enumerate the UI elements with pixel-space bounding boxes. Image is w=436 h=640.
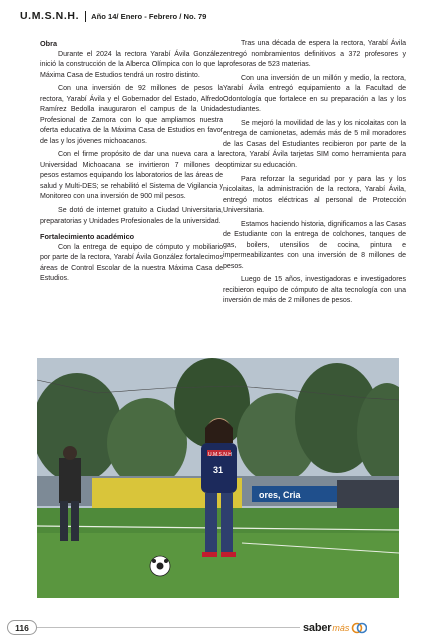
jersey-number: 31 xyxy=(213,465,224,475)
logo-mark-icon xyxy=(351,620,367,636)
paragraph: Estamos haciendo historia, dignificamos a las Casas de Estudiante con la entrega de colchones, tanques de gas, boilers, utensilios de cocina, pintura e impermeabilizantes con una inversión de 8 millones de pesos. xyxy=(223,220,406,270)
section-title-fortalecimiento: Fortalecimiento académico xyxy=(40,232,135,242)
paragraph: Se mejoró la movilidad de las y los nicolaitas con la entrega de camionetas, además más de 5 mil moradores de las Casas del Estudiantes recibieron por parte de la rectora, Yarabí Ávila tarjetas SIM como herramienta para optimizar su educación. xyxy=(223,119,406,169)
right-column xyxy=(223,39,406,310)
header-issue: Año 14/ Enero - Febrero / No. 79 xyxy=(91,11,207,21)
paragraph: Para reforzar la seguridad por y para las y los nicolaitas, la administración de la rectora, Yarabí Ávila, entregó motos eléctricas al personal de Protección Universitaria. xyxy=(223,175,406,215)
running-header xyxy=(20,9,206,23)
header-brand: U.M.S.N.H. xyxy=(20,10,80,22)
banner-text: ores, Cria xyxy=(259,490,301,500)
left-column xyxy=(40,39,223,288)
paragraph: Tras una década de espera la rectora, Yarabí Ávila entregó nombramientos definitivos a 372 profesores y profesoras de 523 materias. xyxy=(223,40,406,68)
paragraph: Con una inversión de 92 millones de pesos la rectora, Yarabí Ávila y el Gobernador del Estado, Alfredo Ramírez Bedolla inauguraron el campus de la Unidad Profesional de Zamora con lo que ampliamos nuestra oferta educativa de la Máxima Casa de Estudios en favor de las y los jóvenes michoacanos. xyxy=(40,85,223,145)
header-separator xyxy=(85,11,86,22)
section-title-obra: Obra xyxy=(40,39,58,48)
logo-accent: más xyxy=(332,623,350,633)
paragraph: Con la entrega de equipo de cómputo y mobiliario por parte de la rectora, Yarabí Ávila González fortalecimos áreas de Control Escolar de la nuestra Máxima Casa de Estudios. xyxy=(40,243,223,283)
paragraph: Durante el 2024 la rectora Yarabí Ávila González inició la construcción de la Alberca Olímpica con lo que la Máxima Casa de Estudios tendrá un rostro distinto. xyxy=(40,50,223,79)
paragraph: Luego de 15 años, investigadoras e investigadores recibieron equipo de cómputo de alta tecnología con una inversión de más de 2 millones de pesos. xyxy=(223,276,406,305)
page-number: 116 xyxy=(7,620,37,635)
paragraph: Con el firme propósito de dar una nueva cara a la Universidad Michoacana se invirtieron 7 millones de pesos estamos equipando los laboratorios de las áreas de salud y Multi-DES; se rehabilitó el Sistema de Vigilancia y Monitoreo con una inversión de 900 mil pesos. xyxy=(40,151,223,201)
logo-word: saber xyxy=(303,622,332,634)
paragraph: Con una inversión de un millón y medio, la rectora, Yarabí Ávila entregó equipamiento a la Facultad de Odontología que fortalece en su preparación a las y los estudiantes. xyxy=(223,74,406,114)
magazine-logo xyxy=(303,619,367,637)
jersey-text: U.M.S.N.H xyxy=(208,452,232,458)
event-photo xyxy=(37,358,399,598)
paragraph: Se dotó de internet gratuito a Ciudad Universitaria, preparatorias y Unidades Profesionales de la universidad. xyxy=(40,207,223,225)
footer-rule xyxy=(37,627,300,628)
